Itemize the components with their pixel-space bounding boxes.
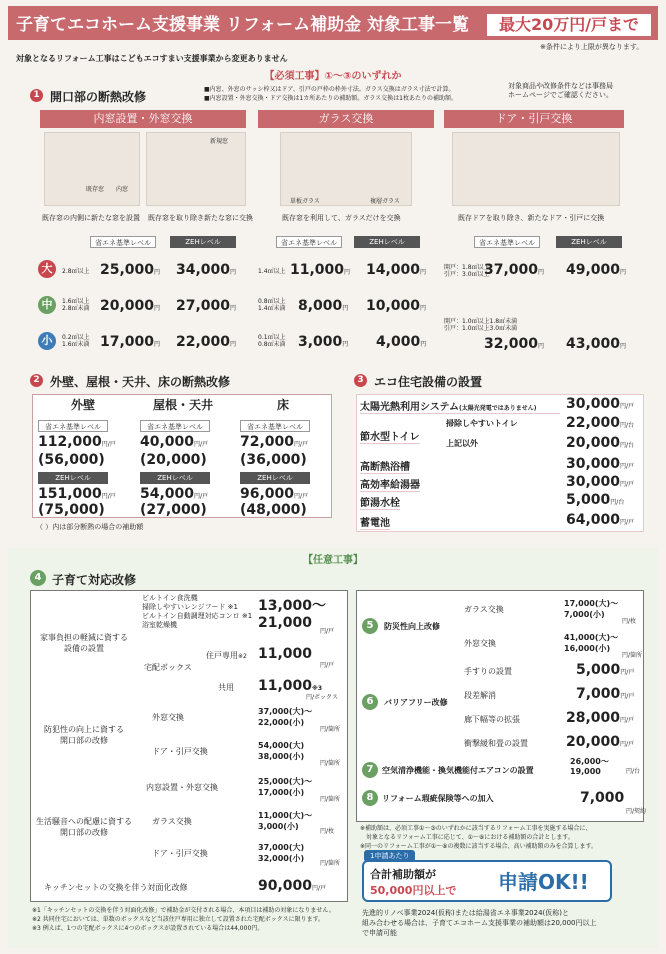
caption-outer: 既存窓を取り除き新たな窓に交換: [148, 214, 253, 222]
s4-g1a-val: 13,000～ 21,000: [258, 598, 327, 631]
s3-row-water: 高効率給湯器: [360, 476, 420, 492]
s6-row4: 衝撃緩和畳の設置: [464, 739, 528, 748]
s2-col2-zeh-part: (27,000): [140, 502, 207, 518]
s4-g1b1: 住戸専用※2: [206, 651, 247, 660]
s3-val-bath: 30,000円/戸: [566, 456, 635, 472]
s3-val-toilet1: 22,000円/台: [566, 415, 635, 431]
s3-row-solar: 太陽光熱利用システム(太陽光発電ではありません): [360, 398, 560, 414]
size-small-icon: 小: [38, 332, 56, 350]
mandatory-label: 【必須工事】①～③のいずれか: [264, 71, 402, 82]
s2-col2-std-label: 省エネ基準レベル: [140, 420, 210, 432]
door-zeh-2: 43,000円: [566, 336, 627, 352]
s6-val3: 28,000円/戸: [566, 710, 635, 726]
s4-g4-val: 90,000円/戸: [258, 878, 327, 894]
win-cond-3: 0.2㎡以上 1.6㎡未満: [62, 334, 90, 348]
s4-g2a-val: 37,000(大)～ 22,000(小): [258, 707, 313, 727]
s5-a-val: 17,000(大)～ 7,000(小): [564, 599, 619, 619]
s2-col1-std-part: (56,000): [38, 452, 105, 468]
calc-notes: ※補助額は、必須工事①～③のいずれかに該当するリフォーム工事を実施する場合に、 対象となるリフォーム工事に応じて、①～⑧における補助額の合計とします。 ※同一のリフォーム工事が①～⑧の複数に該当する場合、高い補助額のみを合算します。: [360, 825, 598, 850]
s3-val-solar: 30,000円/戸: [566, 396, 635, 412]
s2-col1-std-label: 省エネ基準レベル: [38, 420, 108, 432]
s2-col1-zeh: 151,000円/戸: [38, 486, 116, 502]
s8-number: 8: [362, 790, 378, 806]
size-medium-icon: 中: [38, 296, 56, 314]
tag-single-glass: 単板ガラス: [290, 198, 320, 205]
caption-glass: 既存窓を利用して、ガラスだけを交換: [282, 214, 401, 222]
cat-window: 内窓設置・外窓交換: [40, 110, 246, 128]
s5-number: 5: [362, 618, 378, 634]
tag-new: 新規窓: [210, 138, 229, 145]
s1-notes-right: 対象商品や改修条件などは事務局 ホームページでご確認ください。: [508, 82, 613, 99]
s3-val-toilet2: 20,000円/台: [566, 435, 635, 451]
s4-g1b2-val: 11,000※3: [258, 678, 323, 694]
s4-g1b1-unit: 円/戸: [320, 662, 335, 669]
s7-unit: 円/台: [626, 768, 641, 775]
ok-big: 申請OK!!: [498, 870, 589, 894]
s4-g2: 防犯性の向上に資する 開口部の改修: [44, 725, 124, 745]
lv-zeh-3: ZEHレベル: [556, 236, 622, 248]
s3-toilet-clean: 掃除しやすいトイレ: [446, 419, 518, 428]
ok-line1: 合計補助額が: [370, 868, 436, 881]
s3-row-faucet: 節湯水栓: [360, 494, 400, 510]
s8-title: リフォーム瑕疵保険等への加入: [382, 794, 494, 803]
s2-col2-std-part: (20,000): [140, 452, 207, 468]
glass-zeh-3: 4,000円: [376, 334, 427, 350]
s4-g1b2-unit: 円/ボックス: [306, 694, 338, 701]
s6-title: バリアフリー改修: [384, 698, 448, 707]
glass-cond-1: 1.4㎡以上: [258, 268, 286, 275]
optional-label: 【任意工事】: [303, 555, 363, 566]
s7-number: 7: [362, 762, 378, 778]
s7-val: 26,000～ 19,000: [570, 757, 609, 776]
s3-row-battery: 蓄電池: [360, 514, 390, 530]
glass-cond-3: 0.1㎡以上 0.8㎡未満: [258, 334, 286, 348]
s2-col2-zeh-label: ZEHレベル: [140, 472, 210, 484]
s1-number: 1: [30, 89, 43, 102]
s2-col1-zeh-label: ZEHレベル: [38, 472, 108, 484]
win-std-3: 17,000円: [100, 334, 161, 350]
s6-val2: 7,000円/戸: [576, 686, 635, 702]
s8-val: 7,000: [580, 790, 625, 806]
cat-glass: ガラス交換: [258, 110, 434, 128]
s4-g3b: ガラス交換: [152, 817, 192, 826]
s4-g2b-val: 54,000(大) 38,000(小): [258, 741, 305, 761]
caption-door: 既存ドアを取り除き、新たなドア・引戸に交換: [458, 214, 605, 222]
s5-a: ガラス交換: [464, 605, 504, 614]
s4-g1a: ビルトイン食洗機 掃除しやすいレンジフード ※1 ビルトイン自動調理対応コンロ ※1 浴室乾燥機: [142, 594, 253, 629]
s4-g3c-unit: 円/箇所: [320, 860, 341, 867]
s6-val1: 5,000円/戸: [576, 662, 635, 678]
s2-title: 外壁、屋根・天井、床の断熱改修: [50, 375, 231, 389]
tag-inner: 内窓: [116, 186, 129, 193]
win-std-1: 25,000円: [100, 262, 161, 278]
lv-std-2: 省エネ基準レベル: [276, 236, 342, 248]
s4-g1b1-val: 11,000: [258, 646, 313, 662]
s5-b: 外窓交換: [464, 639, 496, 648]
s2-col2-zeh: 54,000円/戸: [140, 486, 209, 502]
glass-zeh-1: 14,000円: [366, 262, 427, 278]
s4-g1: 家事負担の軽減に資する 設備の設置: [40, 633, 128, 653]
glass-std-3: 3,000円: [298, 334, 349, 350]
s6-number: 6: [362, 694, 378, 710]
s6-row1: 手すりの設置: [464, 667, 512, 676]
s4-g3c: ドア・引戸交換: [152, 849, 208, 858]
s4-g3a: 内窓設置・外窓交換: [146, 783, 218, 792]
glass-cond-2: 0.8㎡以上 1.4㎡未満: [258, 298, 286, 312]
door-zeh-1: 49,000円: [566, 262, 627, 278]
s3-number: 3: [354, 374, 367, 387]
tag-double-glass: 複層ガラス: [370, 198, 400, 205]
size-large-icon: 大: [38, 260, 56, 278]
s4-g3c-val: 37,000(大) 32,000(小): [258, 843, 305, 863]
s3-title: エコ住宅設備の設置: [374, 375, 483, 389]
s5-b-unit: 円/箇所: [622, 652, 643, 659]
s2-number: 2: [30, 374, 43, 387]
s2-col2-header: 屋根・天井: [152, 398, 213, 412]
s4-g3a-val: 25,000(大)～ 17,000(小): [258, 777, 313, 797]
s2-col3-header: 床: [276, 398, 289, 412]
glass-std-2: 8,000円: [298, 298, 349, 314]
s3-toilet-other: 上記以外: [446, 439, 478, 448]
s2-col3-std-part: (36,000): [240, 452, 307, 468]
s6-val4: 20,000円/戸: [566, 734, 635, 750]
s3-val-water: 30,000円/戸: [566, 474, 635, 490]
lv-std-3: 省エネ基準レベル: [474, 236, 540, 248]
s4-g2b: ドア・引戸交換: [152, 747, 208, 756]
s3-val-faucet: 5,000円/台: [566, 492, 625, 508]
s5-a-unit: 円/枚: [622, 618, 637, 625]
s4-g2a-unit: 円/箇所: [320, 726, 341, 733]
s4-g3b-unit: 円/枚: [320, 828, 335, 835]
s7-title: 空気清浄機能・換気機能付エアコンの設置: [382, 766, 534, 775]
lv-zeh-1: ZEHレベル: [170, 236, 236, 248]
win-zeh-2: 27,000円: [176, 298, 237, 314]
s3-row-bath: 高断熱浴槽: [360, 458, 410, 474]
caption-inner: 既存窓の内側に新たな窓を設置: [42, 214, 140, 222]
s1-title: 開口部の断熱改修: [50, 90, 147, 104]
lv-zeh-2: ZEHレベル: [354, 236, 420, 248]
s2-col3-zeh-label: ZEHレベル: [240, 472, 310, 484]
s3-val-battery: 64,000円/戸: [566, 512, 635, 528]
s4-g3b-val: 11,000(大)～ 3,000(小): [258, 811, 313, 831]
s2-col2-std: 40,000円/戸: [140, 434, 209, 450]
s5-b-val: 41,000(大)～ 16,000(小): [564, 633, 619, 653]
s2-col3-std-label: 省エネ基準レベル: [240, 420, 310, 432]
glass-illustration: [280, 132, 412, 206]
s2-col1-zeh-part: (75,000): [38, 502, 105, 518]
win-cond-1: 2.8㎡以上: [62, 268, 90, 275]
s8-unit: 円/契約: [626, 808, 647, 815]
ok-tag: 1申請あたり: [364, 850, 415, 862]
s2-col1-header: 外壁: [70, 398, 95, 412]
s6-row2: 段差解消: [464, 691, 496, 700]
s4-notes: ※1「キッチンセットの交換を伴う対面化改修」で補助金が交付される場合、本項目は補助の対象になりません。 ※2 共同住宅においては、単数のボックスなど当該住戸専用に独立して設置された宅配ボックスに限ります。 ※3 例えば、1つの宅配ボックスに4つのボックスが設置されている場合は44,000円。: [32, 907, 335, 932]
lv-std-1: 省エネ基準レベル: [90, 236, 156, 248]
door-illustration: [452, 132, 620, 206]
s4-g1b: 宅配ボックス: [144, 663, 192, 672]
ok-line2: 50,000円以上で: [370, 884, 457, 897]
max-amount-badge: 最大20万円/戸まで: [486, 13, 652, 37]
win-zeh-3: 22,000円: [176, 334, 237, 350]
s5-title: 防災性向上改修: [384, 622, 440, 631]
s4-number: 4: [30, 570, 46, 586]
inner-window-illustration: [44, 132, 140, 206]
outer-window-illustration: [146, 132, 246, 206]
win-zeh-1: 34,000円: [176, 262, 237, 278]
s6-row3: 廊下幅等の拡張: [464, 715, 520, 724]
s4-g1b2: 共用: [218, 683, 234, 692]
s3-row-toilet: 節水型トイレ: [360, 428, 420, 444]
s4-g3: 生活騒音への配慮に資する 開口部の改修: [36, 817, 132, 837]
s4-g2a: 外窓交換: [152, 713, 184, 722]
s2-col1-std: 112,000円/戸: [38, 434, 116, 450]
cat-door: ドア・引戸交換: [444, 110, 624, 128]
page-title: 子育てエコホーム支援事業 リフォーム補助金 対象工事一覧: [16, 15, 469, 35]
s2-col3-zeh-part: (48,000): [240, 502, 307, 518]
win-std-2: 20,000円: [100, 298, 161, 314]
s4-title: 子育て対応改修: [52, 573, 137, 587]
glass-std-1: 11,000円: [290, 262, 351, 278]
door-std-2: 32,000円: [484, 336, 545, 352]
win-cond-2: 1.6㎡以上 2.8㎡未満: [62, 298, 90, 312]
s2-note: （ ）内は部分断熱の場合の補助額: [36, 523, 144, 531]
door-std-1: 37,000円: [484, 262, 545, 278]
s1-notes: ■内窓、外窓のサッシ枠又はドア、引戸の戸枠の枠外寸法。ガラス交換はガラス寸法で計算。 ■内窓設置・外窓交換・ドア交換は1カ所あたりの補助額。ガラス交換は1枚あたりの補助額。: [204, 86, 457, 102]
s4-g2b-unit: 円/箇所: [320, 760, 341, 767]
s2-col3-std: 72,000円/戸: [240, 434, 309, 450]
subtitle: 対象となるリフォーム工事はこどもエコすまい支援事業から変更ありません: [16, 54, 288, 63]
door-cond-2: 開戸：1.0㎡以上1.8㎡未満 引戸：1.0㎡以上3.0㎡未満: [444, 318, 518, 332]
footer-note: 先進的リノベ事業2024(仮称)または給湯省エネ事業2024(仮称)と 組み合わせる場合は、子育てエコホーム支援事業の補助額は20,000円以上 で申請可能: [362, 909, 597, 937]
s4-g1a-unit: 円/戸: [320, 628, 335, 635]
s4-g3a-unit: 円/箇所: [320, 796, 341, 803]
s2-col3-zeh: 96,000円/戸: [240, 486, 309, 502]
door-cond-1: 開戸：1.8㎡以上 引戸：3.0㎡以上: [444, 264, 490, 278]
glass-zeh-2: 10,000円: [366, 298, 427, 314]
tag-existing: 既存窓: [86, 186, 105, 193]
condition-note: ※条件により上限が異なります。: [540, 43, 644, 51]
s4-g4: キッチンセットの交換を伴う対面化改修: [44, 883, 188, 892]
